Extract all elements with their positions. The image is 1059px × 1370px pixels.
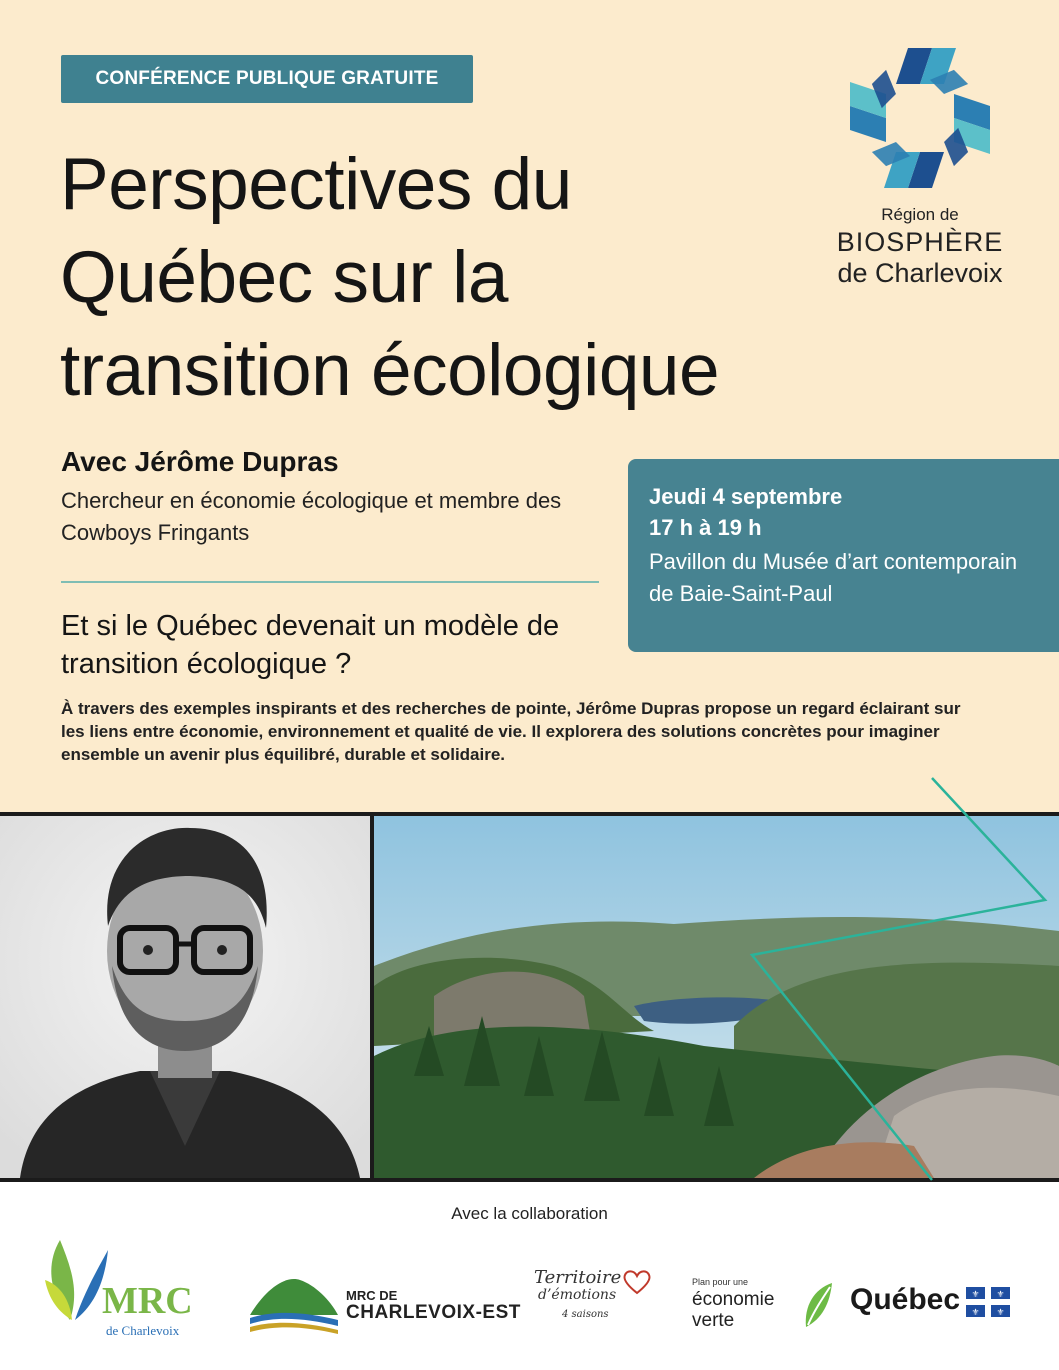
economie-verte-logo (692, 1277, 842, 1337)
quebec-wordmark: Québec (850, 1283, 961, 1316)
territoire-line1: Territoire (534, 1267, 622, 1288)
title-line: Perspectives du (60, 144, 572, 225)
speaker-portrait (0, 816, 370, 1178)
biosphere-line2: BIOSPHÈRE (836, 227, 1004, 257)
title-line: Québec sur la (60, 237, 508, 318)
mrc-charlevoix-est-logo (250, 1270, 530, 1340)
mrc-est-line1: MRC DE (346, 1288, 398, 1303)
svg-text:⚜: ⚜ (996, 1290, 1005, 1300)
mrc-charlevoix-logo (40, 1235, 200, 1345)
svg-text:⚜: ⚜ (996, 1308, 1005, 1317)
heart-icon (622, 1269, 652, 1295)
fleur-de-lys-flag-icon (966, 1287, 1010, 1317)
biosphere-logo (820, 38, 1020, 288)
territoire-line3: 4 saisons (562, 1309, 609, 1320)
svg-text:⚜: ⚜ (971, 1290, 980, 1300)
partner-logos (0, 1235, 1059, 1370)
biosphere-star-icon (842, 38, 998, 198)
mrc-est-line2: CHARLEVOIX-EST (346, 1302, 521, 1323)
economie-line1: économie (692, 1289, 775, 1310)
territoire-line2: d’émotions (538, 1287, 617, 1303)
speaker-name: Avec Jérôme Dupras (61, 446, 339, 477)
collaboration-label: Avec la collaboration (451, 1204, 608, 1223)
question-heading: Et si le Québec devenait un modèle de transition écologique ? (61, 610, 560, 680)
quebec-logo (850, 1283, 1020, 1323)
title-line: transition écologique (60, 330, 720, 411)
biosphere-line3: de Charlevoix (837, 258, 1003, 288)
mrc-name: MRC (102, 1280, 193, 1322)
economie-small: Plan pour une (692, 1277, 749, 1287)
event-place: Pavillon du Musée d’art contemporain de Baie-Saint-Paul (649, 549, 1018, 606)
leaf-icon (40, 1235, 110, 1325)
economie-line2: verte (692, 1310, 735, 1331)
photo-band (0, 812, 1059, 1182)
svg-text:⚜: ⚜ (971, 1308, 980, 1317)
biosphere-line1: Région de (881, 205, 959, 224)
territoire-emotions-logo (532, 1267, 652, 1337)
page-title (60, 138, 719, 417)
landscape-photo (374, 816, 1059, 1178)
description: À travers des exemples inspirants et des recherches de pointe, Jérôme Dupras propose un regard éclairant sur les liens entre économie, environnement et qualité de vie. Il explorera des solutions concrètes pour imaginer ensemble un avenir plus équilibré, durable et solidaire. (61, 699, 961, 764)
divider (61, 581, 599, 583)
event-info-box (628, 459, 1059, 652)
event-date: Jeudi 4 septembre (649, 484, 843, 509)
speaker-role: Chercheur en économie écologique et membre des Cowboys Fringants (61, 488, 562, 545)
free-conference-badge: CONFÉRENCE PUBLIQUE GRATUITE (61, 55, 473, 103)
mountain-icon (250, 1270, 340, 1335)
mrc-sub: de Charlevoix (106, 1323, 180, 1338)
event-time: 17 h à 19 h (649, 515, 762, 540)
green-leaf-icon (802, 1281, 834, 1331)
